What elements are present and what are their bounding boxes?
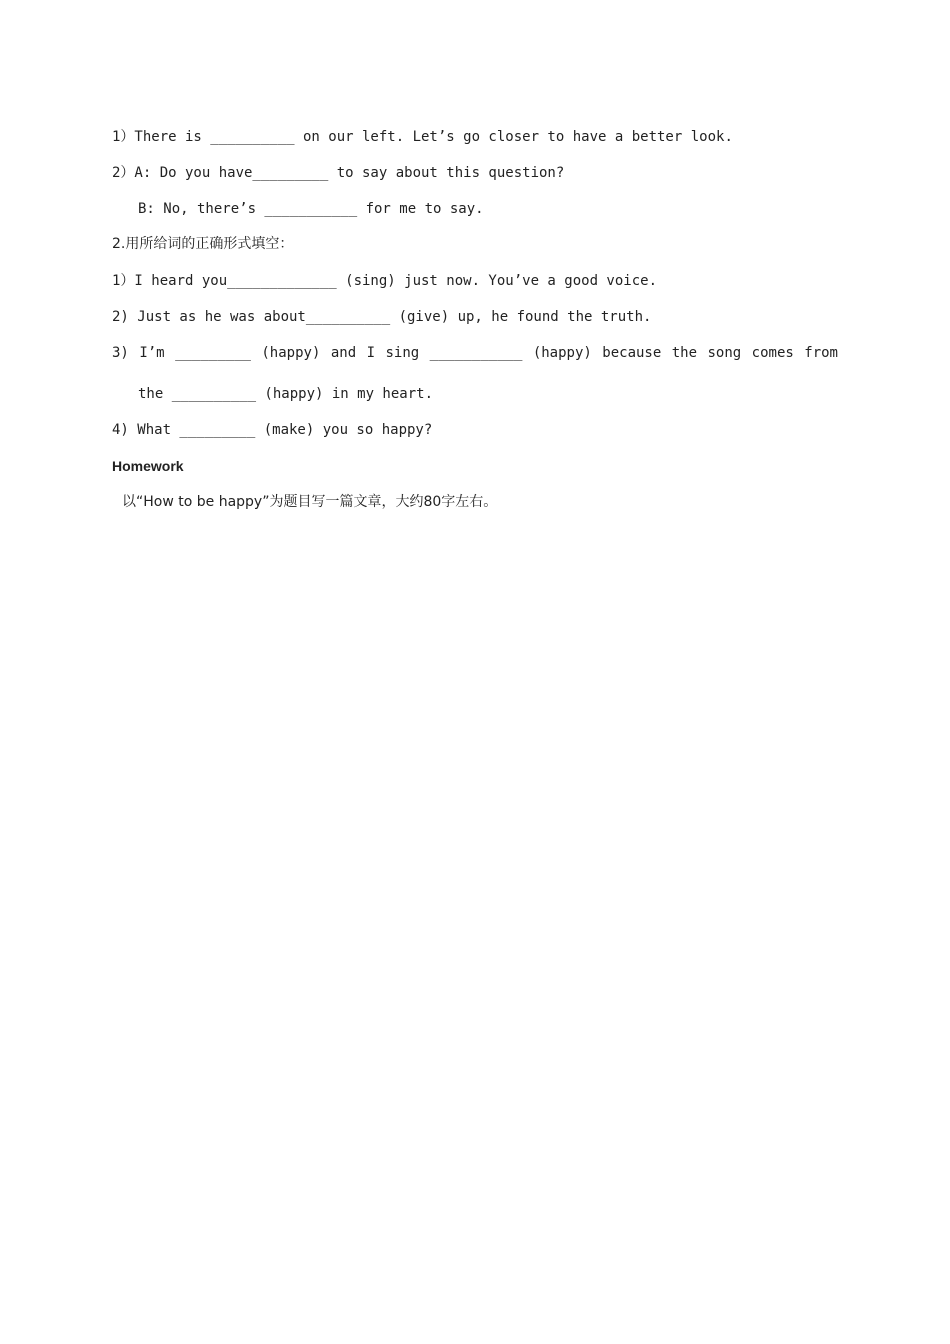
exercise2-question-3a: 3) I’m _________ (happy) and I sing ___________ (happy) because the song comes from — [112, 345, 838, 361]
homework-heading: Homework — [112, 458, 184, 474]
homework-task: 以“How to be happy”为题目写一篇文章，大约80字左右。 — [122, 494, 498, 510]
exercise2-question-4: 4) What _________ (make) you so happy? — [112, 422, 433, 438]
exercise2-question-2: 2) Just as he was about__________ (give) up, he found the truth. — [112, 309, 652, 325]
exercise2-title: 2.用所给词的正确形式填空： — [112, 236, 294, 252]
exercise2-question-1: 1）I heard you_____________ (sing) just now. You’ve a good voice. — [112, 273, 658, 289]
exercise2-question-3b: the __________ (happy) in my heart. — [138, 386, 434, 402]
exercise1-question-1: 1）There is __________ on our left. Let’s go closer to have a better look. — [112, 129, 733, 145]
exercise1-question-2b: B: No, there’s ___________ for me to say. — [138, 201, 484, 217]
exercise1-question-2a: 2）A: Do you have_________ to say about this question? — [112, 165, 565, 181]
